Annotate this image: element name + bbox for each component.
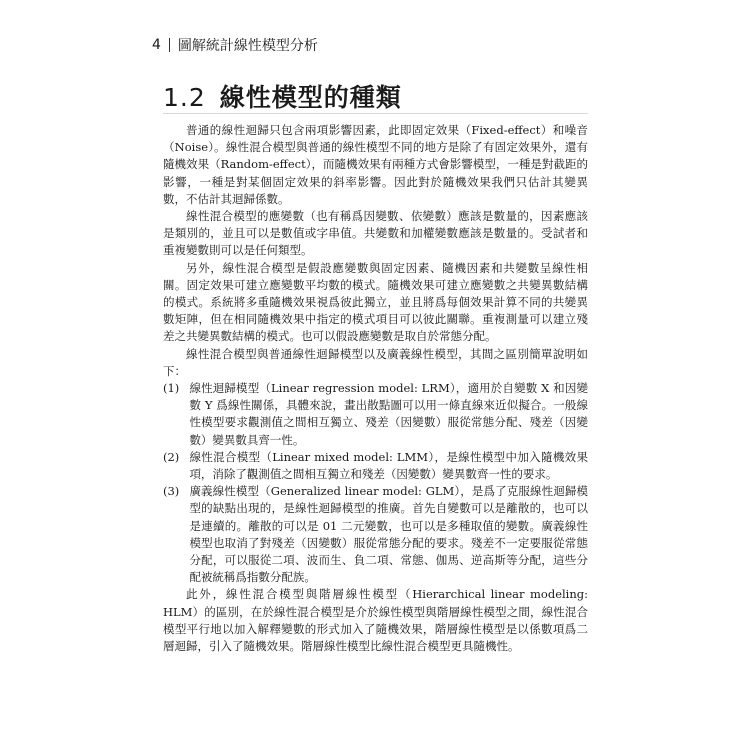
list-marker: (1) — [163, 381, 180, 396]
list-item-text: 線性迴歸模型（Linear regression model: LRM），適用於自變數 X 和因變數 Y 爲線性關係，具體來說，畫出散點圖可以用一條直線來近似擬合。一般線性模型要求觀測值之間相互獨立、殘差（因變數）服從常態分配、殘差（因變數）變異數具齊一性。 — [189, 381, 588, 447]
book-title: 圖解統計線性模型分析 — [177, 38, 318, 54]
model-comparison-list — [163, 380, 588, 586]
body-text — [163, 122, 588, 655]
running-header — [152, 35, 318, 55]
list-item — [163, 483, 588, 586]
section-title — [163, 78, 402, 114]
paragraph: 另外，線性混合模型是假設應變數與固定因素、隨機因素和共變數呈線性相關。固定效果可建立應變數平均數的模式。隨機效果可建立應變數之共變異數結構的模式。系統將多重隨機效果視爲彼此獨立，並且將爲每個效果計算不同的共變異數矩陣，但在相同隨機效果中指定的模式項目可以彼此關聯。重複測量可以建立殘差之共變異數結構的模式。也可以假設應變數是取自於常態分配。 — [163, 260, 588, 344]
paragraph: 線性混合模型與普通線性迴歸模型以及廣義線性模型，其間之區別簡單說明如下： — [163, 346, 588, 378]
header-divider — [169, 38, 170, 52]
section-title-text: 線性模型的種類 — [219, 83, 402, 112]
list-item-text: 廣義線性模型（Generalized linear model: GLM），是爲了克服線性迴歸模型的缺點出現的，是線性迴歸模型的推廣。首先自變數可以是離散的，也可以是連續的。離散的可以是 01 二元變數，也可以是多種取值的變數。廣義線性模型也取消了對殘差（因變數）服從常態分配的要求。殘差不一定要服從常態分配，可以服從二項、波而生、負二項、常態、伽馬、逆高斯等分配，這些分配被統稱爲指數分配族。 — [189, 484, 588, 585]
page-number: 4 — [152, 37, 161, 53]
list-marker: (3) — [163, 484, 180, 499]
section-number: 1.2 — [163, 83, 206, 112]
paragraph: 此外，線性混合模型與階層線性模型（Hierarchical linear modeling: HLM）的區別，在於線性混合模型是介於線性模型與階層線性模型之間，線性混合模型平行地以加入解釋變數的形式加入了隨機效果，階層線性模型是以係數項爲二層迴歸，引入了隨機效果。階層線性模型比線性混合模型更具隨機性。 — [163, 587, 588, 654]
list-item — [163, 380, 588, 449]
paragraph: 普通的線性迴歸只包含兩項影響因素，此即固定效果（Fixed-effect）和噪音（Noise）。線性混合模型與普通的線性模型不同的地方是除了有固定效果外，還有隨機效果（Random-effect），而隨機效果有兩種方式會影響模型，一種是對截距的影響，一種是對某個固定效果的斜率影響。因此對於隨機效果我們只估計其變異數，不估計其迴歸係數。 — [163, 123, 588, 206]
list-item-text: 線性混合模型（Linear mixed model: LMM），是線性模型中加入隨機效果項，消除了觀測值之間相互獨立和殘差（因變數）變異數齊一性的要求。 — [189, 449, 588, 482]
title-underline — [163, 113, 588, 114]
paragraph: 線性混合模型的應變數（也有稱爲因變數、依變數）應該是數量的，因素應該是類別的，並且可以是數值或字串值。共變數和加權變數應該是數量的。受試者和重複變數則可以是任何類型。 — [163, 209, 588, 258]
list-marker: (2) — [163, 449, 180, 464]
list-item — [163, 449, 588, 483]
